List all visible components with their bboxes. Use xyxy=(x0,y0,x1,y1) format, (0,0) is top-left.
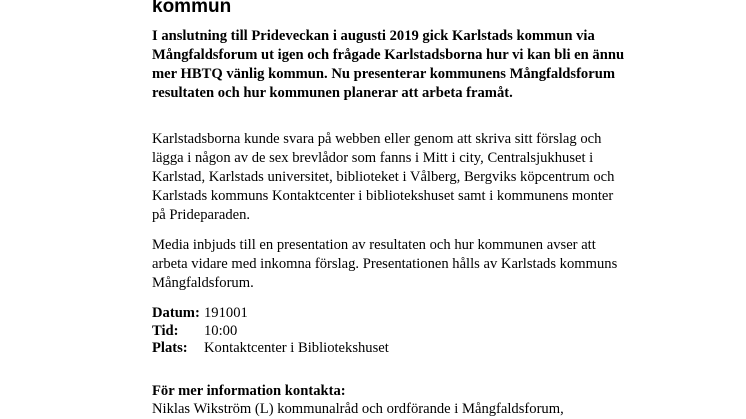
lead-paragraph: I anslutning till Prideveckan i augusti 2019 gick Karlstads kommun via Mångfaldsforum ut igen och frågade Karlstadsborna hur vi kan bli en ännu mer HBTQ vänlig kommun. Nu presenterar kommunens Mångfaldsforum resultaten och hur kommunen planerar att arbeta framåt. xyxy=(152,28,625,101)
detail-label: Tid: xyxy=(152,322,179,339)
detail-label: Plats: xyxy=(152,340,188,356)
body-paragraph-media-invite: Media inbjuds till en presentation av resultaten och hur kommunen avser att arbeta vidare med inkomna förslag. Presentationen hålls av Karlstads kommuns Mångfaldsforum. xyxy=(152,237,618,291)
detail-label: Datum: xyxy=(152,305,200,321)
detail-time xyxy=(152,322,389,340)
detail-value: 10:00 xyxy=(204,322,238,339)
contact-person: Niklas Wikström (L) kommunalråd och ordförande i Mångfaldsforum, xyxy=(152,401,564,417)
body-paragraph-mailboxes: Karlstadsborna kunde svara på webben eller genom att skriva sitt förslag och lägga i någon av de sex brevlådor som fanns i Mitt i city, Centralsjukhuset i Karlstad, Karlstads universitet, biblioteket i Vålberg, Bergviks köpcentrum och Karlstads kommuns Kontaktcenter i bibliotekshuset samt i kommunens monter på Prideparaden. xyxy=(152,131,615,223)
detail-date xyxy=(152,304,389,322)
page-title: kommun xyxy=(152,0,232,17)
detail-value: Kontaktcenter i Bibliotekshuset xyxy=(204,340,389,356)
event-details xyxy=(152,304,389,357)
contact-heading: För mer information kontakta: xyxy=(152,383,346,399)
detail-value: 191001 xyxy=(204,305,248,321)
detail-location xyxy=(152,339,389,357)
